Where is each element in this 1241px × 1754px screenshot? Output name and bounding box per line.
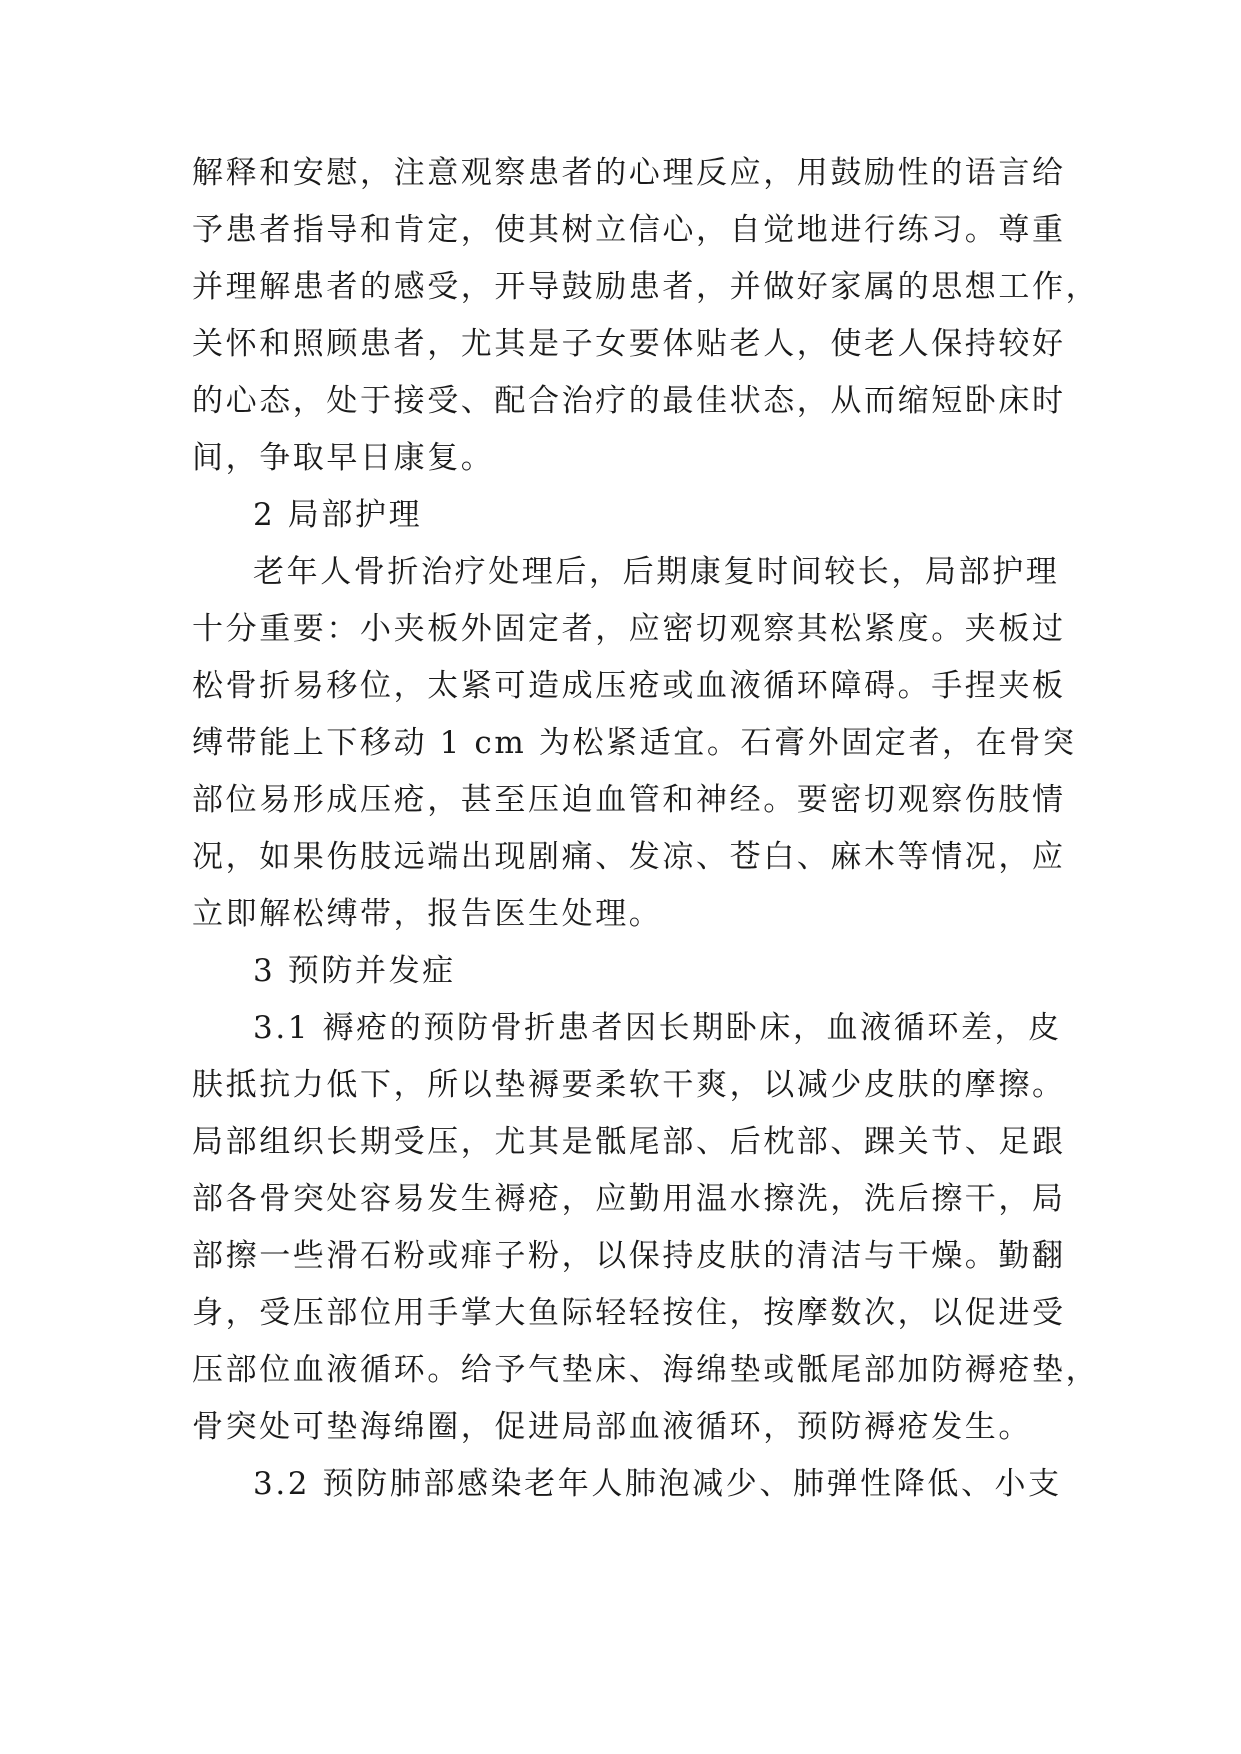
text-line: 部位易形成压疮，甚至压迫血管和神经。要密切观察伤肢情 (192, 782, 1066, 818)
text-line: 关怀和照顾患者，尤其是子女要体贴老人，使老人保持较好 (192, 326, 1066, 362)
text-line: 解释和安慰，注意观察患者的心理反应，用鼓励性的语言给 (192, 155, 1066, 191)
section-heading: 3 预防并发症 (253, 953, 456, 989)
text-line: 十分重要：小夹板外固定者，应密切观察其松紧度。夹板过 (192, 611, 1066, 647)
text-line: 间，争取早日康复。 (192, 440, 495, 476)
text-line: 缚带能上下移动 1 cm 为松紧适宜。石膏外固定者，在骨突 (192, 725, 1077, 761)
text-line: 松骨折易移位，太紧可造成压疮或血液循环障碍。手捏夹板 (192, 668, 1066, 704)
text-line: 况，如果伤肢远端出现剧痛、发凉、苍白、麻木等情况，应 (192, 839, 1066, 875)
text-line: 肤抵抗力低下，所以垫褥要柔软干爽，以减少皮肤的摩擦。 (192, 1067, 1066, 1103)
text-line: 立即解松缚带，报告医生处理。 (192, 896, 663, 932)
text-line: 的心态，处于接受、配合治疗的最佳状态，从而缩短卧床时 (192, 383, 1066, 419)
section-heading: 2 局部护理 (253, 497, 423, 533)
text-line: 局部组织长期受压，尤其是骶尾部、后枕部、踝关节、足跟 (192, 1124, 1066, 1160)
text-line: 3.1 褥疮的预防骨折患者因长期卧床，血液循环差，皮 (253, 1010, 1062, 1046)
text-line: 老年人骨折治疗处理后，后期康复时间较长，局部护理 (253, 554, 1060, 590)
text-line: 3.2 预防肺部感染老年人肺泡减少、肺弹性降低、小支 (253, 1466, 1062, 1502)
text-line: 部各骨突处容易发生褥疮，应勤用温水擦洗，洗后擦干，局 (192, 1181, 1066, 1217)
text-line: 压部位血液循环。给予气垫床、海绵垫或骶尾部加防褥疮垫， (192, 1352, 1100, 1388)
text-line: 身，受压部位用手掌大鱼际轻轻按住，按摩数次，以促进受 (192, 1295, 1066, 1331)
text-line: 并理解患者的感受，开导鼓励患者，并做好家属的思想工作， (192, 269, 1100, 305)
text-line: 部擦一些滑石粉或痱子粉，以保持皮肤的清洁与干燥。勤翻 (192, 1238, 1066, 1274)
text-line: 予患者指导和肯定，使其树立信心，自觉地进行练习。尊重 (192, 212, 1066, 248)
text-line: 骨突处可垫海绵圈，促进局部血液循环，预防褥疮发生。 (192, 1409, 1032, 1445)
